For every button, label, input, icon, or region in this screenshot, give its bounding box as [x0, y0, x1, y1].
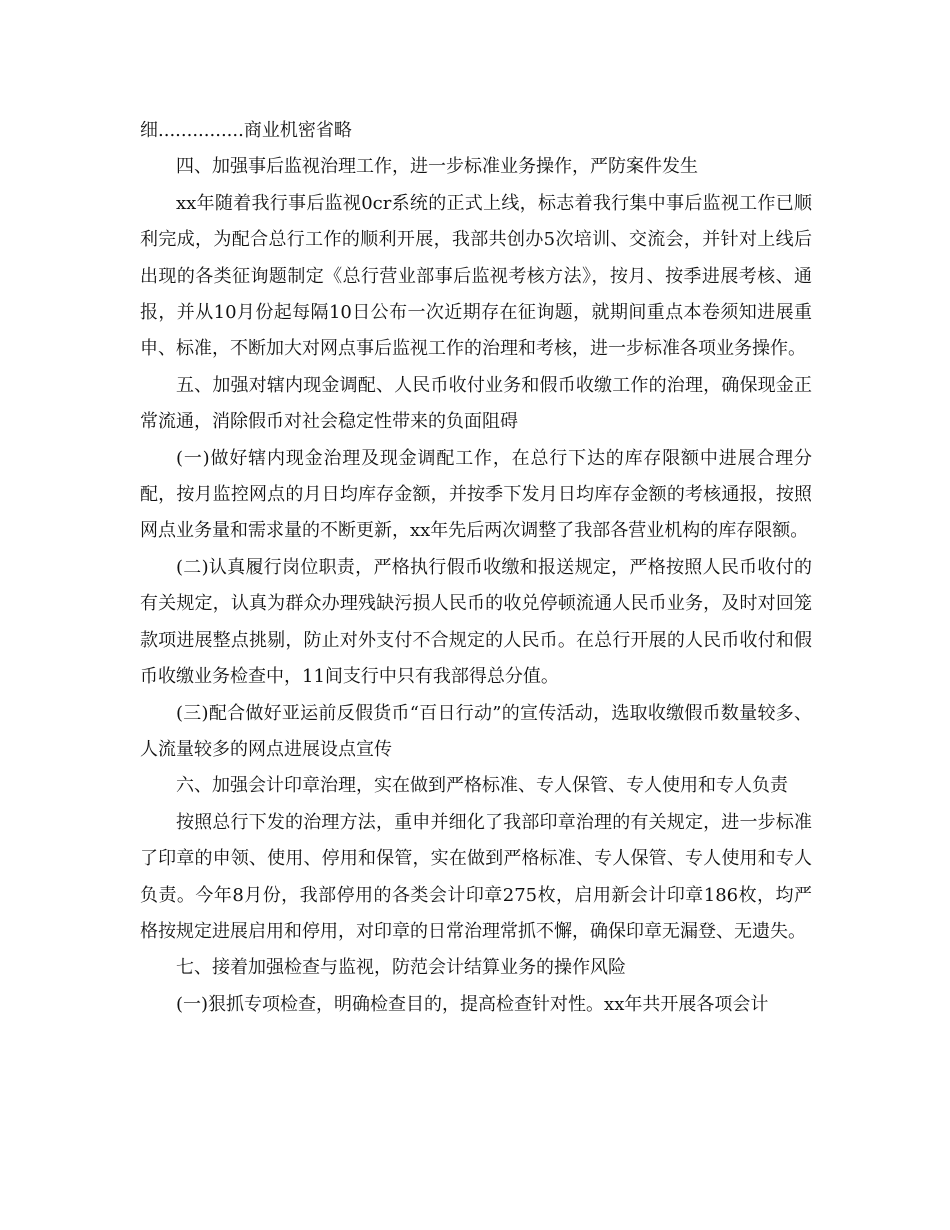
paragraph-section-6-body: 按照总行下发的治理方法，重申并细化了我部印章治理的有关规定，进一步标准了印章的申领、使用、停用和保管，实在做到严格标准、专人保管、专人使用和专人负责。今年8月份，我部停用的各类会计印章275枚，启用新会计印章186枚，均严格按规定进展启用和停用，对印章的日常治理常抓不懈，确保印章无漏登、无遗失。 — [140, 811, 812, 942]
paragraph-section-5-item-2: (二)认真履行岗位职责，严格执行假币收缴和报送规定，严格按照人民币收付的有关规定，认真为群众办理残缺污损人民币的收兑停顿流通人民币业务，及时对回笼款项进展整点挑剔，防止对外支付不合规定的人民币。在总行开展的人民币收付和假币收缴业务检查中，11间支行中只有我部得总分值。 — [140, 556, 812, 688]
paragraph-section-7-item-1: (一)狠抓专项检查，明确检查目的，提高检查针对性。xx年共开展各项会计 — [176, 993, 769, 1015]
section-heading-4: 四、加强事后监视治理工作，进一步标准业务操作，严防案件发生 — [176, 156, 698, 178]
paragraph-section-5-item-1: (一)做好辖内现金治理及现金调配工作，在总行下达的库存限额中进展合理分配，按月监控网点的月日均库存金额，并按季下发月日均库存金额的考核通报，按照网点业务量和需求量的不断更新，xx年先后两次调整了我部各营业机构的库存限额。 — [140, 447, 812, 542]
section-heading-6: 六、加强会计印章治理，实在做到严格标准、专人保管、专人使用和专人负责 — [176, 775, 788, 797]
document-body — [140, 113, 812, 1023]
paragraph-section-4-body: xx年随着我行事后监视0cr系统的正式上线，标志着我行集中事后监视工作已顺利完成，为配合总行工作的顺利开展，我部共创办5次培训、交流会，并针对上线后出现的各类征询题制定《总行营业部事后监视考核方法》，按月、按季进展考核、通报，并从10月份起每隔10日公布一次近期存在征询题，就期间重点本卷须知进展重申、标准，不断加大对网点事后监视工作的治理和考核，进一步标准各项业务操作。 — [140, 192, 812, 360]
section-heading-5: 五、加强对辖内现金调配、人民币收付业务和假币收缴工作的治理，确保现金正常流通，消除假币对社会稳定性带来的负面阻碍 — [140, 374, 812, 433]
section-heading-7: 七、接着加强检查与监视，防范会计结算业务的操作风险 — [176, 957, 626, 979]
paragraph-section-5-item-3: (三)配合做好亚运前反假货币“百日行动”的宣传活动，选取收缴假币数量较多、人流量较多的网点进展设点宣传 — [140, 702, 812, 760]
paragraph-continuation: 细...............商业机密省略 — [140, 120, 352, 141]
